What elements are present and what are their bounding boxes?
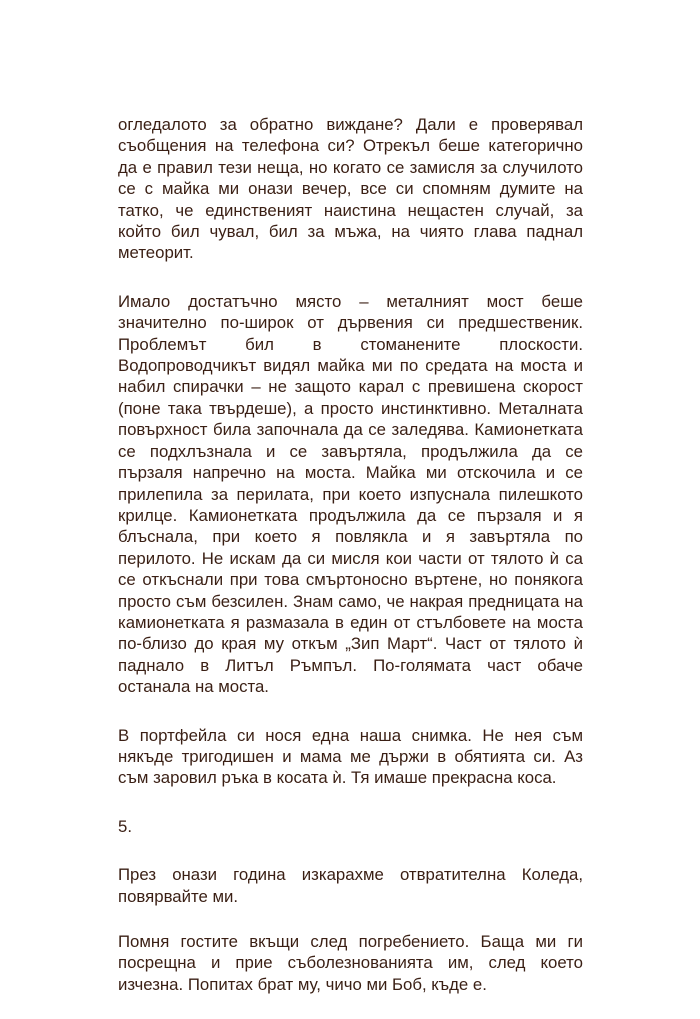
chapter-number: 5. (118, 816, 132, 836)
body-text (118, 114, 583, 1019)
paragraph-4: През онази година изкарахме отвратителна Коледа, повярвайте ми. (118, 865, 583, 906)
paragraph-3: В портфейла си нося една наша снимка. Не нея съм някъде тригодишен и мама ме държи в обятията си. Аз съм заровил ръка в косата ѝ. Тя имаше прекрасна коса. (118, 725, 583, 788)
paragraph-5: Помня гостите вкъщи след погребението. Баща ми ги посрещна и прие съболезнованията им, след което изчезна. Попитах брат му, чичо ми Боб, къде е. (118, 932, 583, 994)
paragraph-2: Имало достатъчно място – металният мост беше значително по-широк от дървения си предшественик. Проблемът бил в стоманените плоскости. Водопроводчикът видял майка ми по средата на моста и набил спирачки – не защото карал с превишена скорост (поне така твърдеше), а просто инстинктивно. Металната повърхност била започнала да се заледява. Камионетката се подхлъзнала и се завъртяла, продължила да се пързаля напречно на моста. Майка ми отскочила и се прилепила за перилата, при което изпуснала пилешкото крилце. Камионетката продължила да се пързаля и я блъснала, при което я повлякла и я завъртяла по перилото. Не искам да си мисля кои части от тялото ѝ са се откъснали при това смъртоносно въртене, но понякога просто съм безсилен. Знам само, че накрая предницата на камионетката я размазала в един от стълбовете на моста по-близо до края му откъм „Зип Март“. Част от тялото ѝ паднало в Литъл Ръмпъл. По-голямата част обаче останала на моста. (118, 291, 583, 697)
paragraph-1: огледалото за обратно виждане? Дали е проверявал съобщения на телефона си? Отрекъл беше категорично да е правил тези неща, но когато се замисля за случилото се с майка ми онази вечер, все си спомням думите на татко, че единственият наистина нещастен случай, за който бил чувал, бил за мъжа, на чиято глава паднал метеорит. (118, 115, 583, 263)
